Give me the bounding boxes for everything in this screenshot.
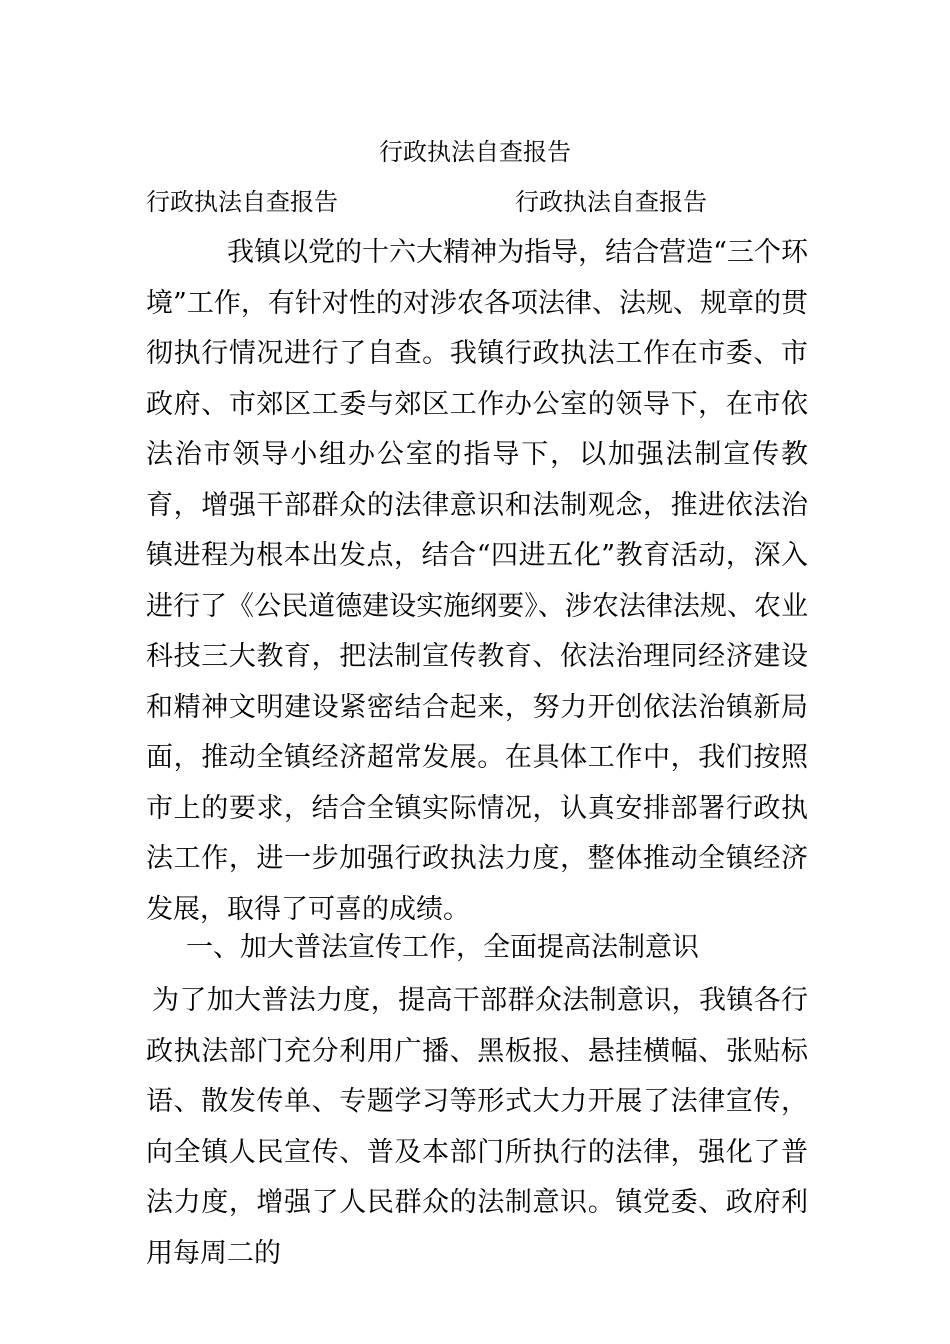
body-paragraph-2: 为了加大普法力度，提高干部群众法制意识，我镇各行政执法部门充分利用广播、黑板报、悬挂横幅、张贴标语、散发传单、专题学习等形式大力开展了法律宣传，向全镇人民宣传、普及本部门所执行的法律，强化了普法力度，增强了人民群众的法制意识。镇党委、政府利用每周二的 (146, 985, 808, 1269)
document-title: 行政执法自查报告 (379, 138, 571, 166)
body-paragraph-1: 我镇以党的十六大精神为指导，结合营造“三个环境”工作，有针对性的对涉农各项法律、法规、规章的贯彻执行情况进行了自查。我镇行政执法工作在市委、市政府、市郊区工委与郊区工作办公室的领导下，在市依法治市领导小组办公室的指导下，以加强法制宣传教育，增强干部群众的法律意识和法制观念，推进依法治镇进程为根本出发点，结合“四进五化”教育活动，深入进行了《公民道德建设实施纲要》、涉农法律法规、农业科技三大教育，把法制宣传教育、依法治理同经济建设和精神文明建设紧密结合起来，努力开创依法治镇新局面，推动全镇经济超常发展。在具体工作中，我们按照市上的要求，结合全镇实际情况，认真安排部署行政执法工作，进一步加强行政执法力度，整体推动全镇经济发展，取得了可喜的成绩。 (146, 237, 808, 925)
section-heading-1: 一、加大普法宣传工作，全面提高法制意识 (186, 932, 699, 963)
document-subtitle-left: 行政执法自查报告 (146, 188, 338, 216)
document-subtitle-right: 行政执法自查报告 (515, 188, 707, 216)
